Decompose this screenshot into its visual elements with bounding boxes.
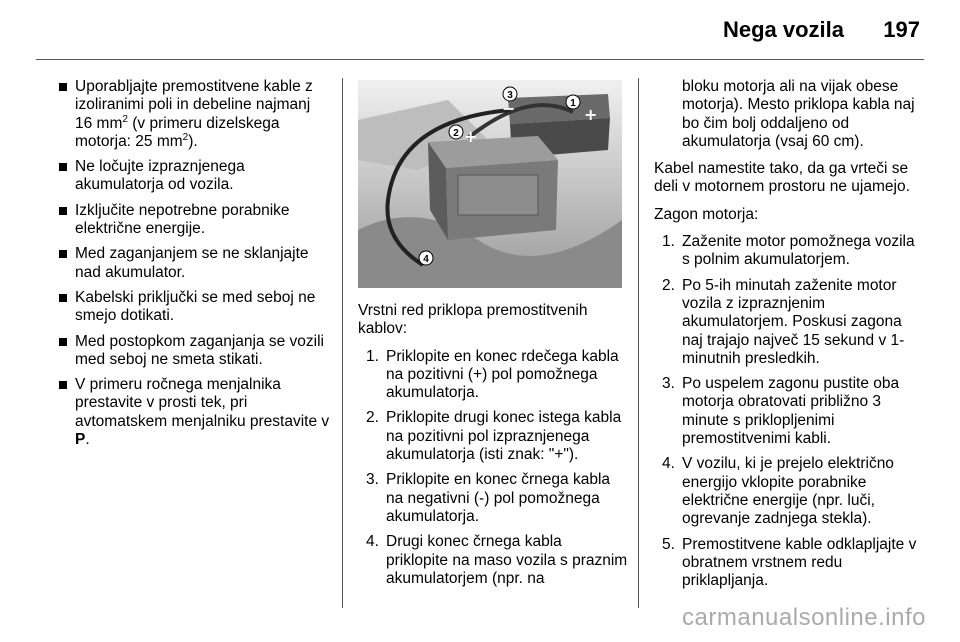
connection-order-intro: Vrstni red priklopa premostitvenih kablov: bbox=[358, 302, 588, 338]
precautions-list bbox=[58, 78, 330, 449]
minus-sign-aux: − bbox=[502, 99, 516, 118]
list-item: Kabelski priključki se med seboj ne smejo dotikati. bbox=[58, 289, 330, 326]
connection-step-continuation: bloku motorja ali na vijak obese motorja). Mesto priklopa kabla naj bo čim bolj oddaljeno od akumulatorja (vsaj 60 cm). bbox=[682, 78, 915, 150]
callout-4: 4 bbox=[423, 254, 429, 265]
column-precautions bbox=[58, 78, 330, 456]
discharged-battery bbox=[428, 136, 558, 240]
connection-steps bbox=[358, 348, 628, 589]
engine-start-steps bbox=[654, 233, 924, 590]
watermark: carmanualsonline.info bbox=[682, 604, 926, 631]
callout-2: 2 bbox=[453, 128, 459, 139]
plus-sign-discharged: + bbox=[464, 127, 478, 146]
list-item: V primeru ročnega menjalnika prestavite v prosti tek, pri avtomatskem menjalniku prestavite v P. bbox=[58, 376, 330, 449]
column-engine-start bbox=[654, 78, 924, 597]
list-item: 1. Zaženite motor pomožnega vozila s polnim akumulatorjem. bbox=[662, 233, 915, 269]
list-item: Izključite nepotrebne porabnike električne energije. bbox=[58, 202, 330, 239]
column-divider-right bbox=[638, 78, 639, 608]
callout-1: 1 bbox=[570, 98, 576, 109]
list-item: Ne ločujte izpraznjenega akumulatorja od vozila. bbox=[58, 158, 330, 195]
list-item: 5. Premostitvene kable odklapljajte v obratnem vrstnem redu priklapljanja. bbox=[662, 535, 917, 590]
plus-sign-aux: + bbox=[584, 105, 598, 124]
list-item: 3. Priklopite en konec črnega kabla na negativni (-) pol pomožnega akumulatorja. bbox=[366, 471, 611, 525]
list-item: Med zaganjanjem se ne sklanjajte nad akumulator. bbox=[58, 245, 330, 282]
callout-3: 3 bbox=[507, 90, 513, 101]
list-item: 1. Priklopite en konec rdečega kabla na pozitivni (+) pol pomožnega akumulatorja. bbox=[366, 347, 619, 402]
column-connection-order bbox=[358, 302, 628, 595]
engine-start-intro: Zagon motorja: bbox=[654, 205, 759, 223]
list-item: 2. Priklopite drugi konec istega kabla na pozitivni pol izpraznjenega akumulatorja (isti znak: "+"). bbox=[366, 409, 622, 464]
list-item: Uporabljajte premostitvene kable z izoliranimi poli in debeline najmanj 16 $mm^2$ (v primeru dizelskega motorja: 25 $mm^2$). bbox=[58, 78, 330, 151]
cable-note: Kabel namestite tako, da ga vrteči se deli v motornem prostoru ne ujamejo. bbox=[654, 160, 910, 196]
page-number: 197 bbox=[883, 17, 920, 42]
battery-jump-start-figure bbox=[358, 80, 622, 288]
column-divider-left bbox=[342, 78, 343, 608]
list-item: Med postopkom zaganjanja se vozili med seboj ne smeta stikati. bbox=[58, 333, 330, 370]
list-item: 2. Po 5-ih minutah zaženite motor vozila z izpraznjenim akumulatorjem. Poskusi zagona naj trajajo največ 15 sekund v 1-minutnih presledkih. bbox=[662, 276, 905, 367]
list-item: 4. Drugi konec črnega kabla priklopite na maso vozila s praznim akumulatorjem (npr. na bbox=[366, 533, 628, 587]
list-item: 4. V vozilu, ki je prejelo električno energijo vklopite porabnike električne energije (npr. luči, ogrevanje zadnjega stekla). bbox=[662, 455, 894, 528]
header-rule bbox=[36, 59, 924, 60]
list-item: 3. Po uspelem zagonu pustite oba motorja obratovati približno 3 minute s priklopljenimi premostitvenimi kabli. bbox=[662, 375, 900, 448]
engine-bay-illustration bbox=[358, 80, 622, 288]
page-header-title: Nega vozila bbox=[722, 17, 844, 42]
